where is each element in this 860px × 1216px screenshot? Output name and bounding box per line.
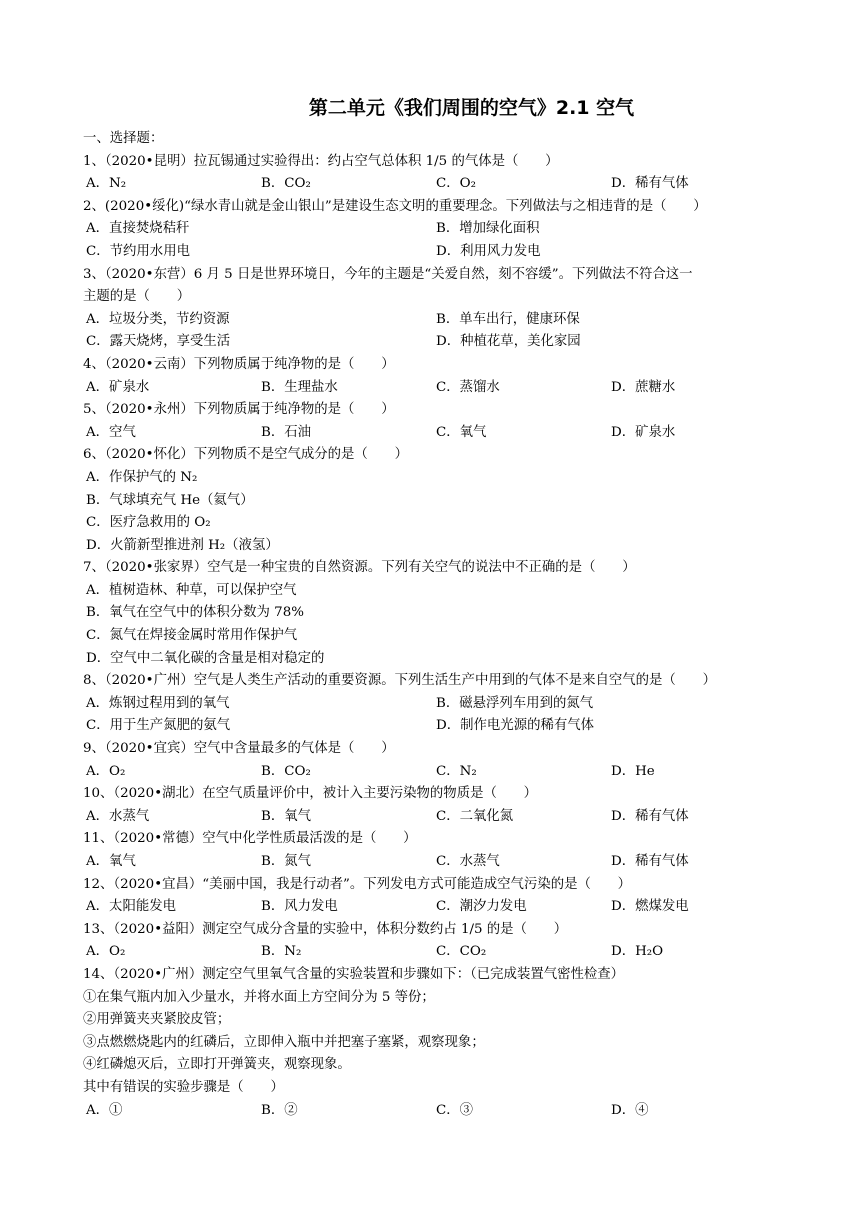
question-14-options [83,1100,783,1123]
question-13-options [83,941,783,964]
option-c[interactable]: C．氮气在焊接金属时常用作保护气 [86,628,298,644]
worksheet [83,88,783,1122]
option-c[interactable]: C．蒸馏水 [436,379,500,395]
option-b[interactable]: B．② [261,1102,298,1118]
option-a[interactable]: A．炼钢过程用到的氧气 [86,695,230,711]
question-14-ask: 其中有错误的实验步骤是（ ） [83,1079,284,1095]
option-d[interactable]: D．矿泉水 [611,424,676,440]
option-b[interactable]: B．单车出行，健康环保 [436,311,580,327]
question-14-stem: 14、（2020•广州）测定空气里氧气含量的实验装置和步骤如下：（已完成装置气密性检查） [83,966,625,982]
question-11-stem: 11、（2020•常德）空气中化学性质最活泼的是（ ） [83,831,417,847]
option-d[interactable]: D．制作电光源的稀有气体 [436,718,595,734]
option-a[interactable]: A．氧气 [86,854,136,869]
option-a[interactable]: A．垃圾分类，节约资源 [86,311,230,327]
option-b[interactable]: B．氧气 [261,808,312,824]
question-14-step-1: ①在集气瓶内加入少量水，并将水面上方空间分为 5 等份； [83,989,435,1005]
option-d[interactable]: D．④ [611,1102,649,1118]
option-d[interactable]: D．蔗糖水 [611,379,676,395]
question-9-stem: 9、（2020•宜宾）空气中含量最多的气体是（ ） [83,741,395,757]
option-c[interactable]: C．氧气 [436,424,487,440]
question-8-options-row1 [83,693,783,716]
question-2-stem: 2、(2020•绥化)“绿水青山就是金山银山”是建设生态文明的重要理念。下列做法与之相违背的是（ ） [83,198,707,214]
option-a[interactable]: A．作保护气的 N₂ [86,469,198,485]
option-c[interactable]: C．水蒸气 [436,854,500,869]
option-b[interactable]: B．N₂ [261,944,302,960]
option-b[interactable]: B．石油 [261,424,312,440]
option-b[interactable]: B．氧气在空气中的体积分数为 78% [86,605,304,621]
option-c[interactable]: C．O₂ [436,176,476,192]
question-3-stem: 3、（2020•东营）6 月 5 日是世界环境日，今年的主题是“关爱自然，刻不容缓”。下列做法不符合这一 [83,266,693,282]
option-a[interactable]: A．水蒸气 [86,808,150,824]
option-b[interactable]: B．风力发电 [261,899,338,915]
option-d[interactable]: D．稀有气体 [611,176,689,192]
question-12-stem: 12、（2020•宜昌）“美丽中国，我是行动者”。下列发电方式可能造成空气污染的是（ ） [83,876,632,892]
option-d[interactable]: D．H₂O [611,944,664,960]
question-14-step-4: ④红磷熄灭后，立即打开弹簧夹，观察现象。 [83,1057,351,1073]
option-d[interactable]: D．利用风力发电 [436,243,541,259]
option-a[interactable]: A．N₂ [86,176,127,192]
question-14-step-3: ③点燃燃烧匙内的红磷后，立即伸入瓶中并把塞子塞紧，观察现象； [83,1034,485,1050]
option-a[interactable]: A．矿泉水 [86,379,150,395]
question-12-options [83,896,783,919]
option-d[interactable]: D．He [611,763,655,779]
option-b[interactable]: B．氮气 [261,854,312,869]
question-11-options [83,851,783,874]
question-9-options [83,761,783,784]
option-d[interactable]: D．空气中二氧化碳的含量是相对稳定的 [86,650,325,666]
question-1-options [83,173,783,196]
option-d[interactable]: D．稀有气体 [611,808,689,824]
option-a[interactable]: A．空气 [86,424,136,440]
option-a[interactable]: A．O₂ [86,944,126,960]
option-a[interactable]: A．直接焚烧秸秆 [86,221,190,237]
question-6-stem: 6、（2020•怀化）下列物质不是空气成分的是（ ） [83,447,408,463]
option-b[interactable]: B．CO₂ [261,763,311,779]
question-7-stem: 7、（2020•张家界）空气是一种宝贵的自然资源。下列有关空气的说法中不正确的是（ ） [83,560,636,576]
question-4-options [83,377,783,400]
option-d[interactable]: D．稀有气体 [611,854,689,869]
question-10-options [83,806,783,829]
section-heading: 一、选择题： [83,131,164,146]
question-3-options-row1 [83,309,783,332]
question-5-options [83,422,783,445]
option-d[interactable]: D．种植花草，美化家园 [436,334,581,350]
option-c[interactable]: C．CO₂ [436,944,487,960]
page-title: 第二单元《我们周围的空气》2.1 空气 [308,97,635,119]
option-b[interactable]: B．气球填充气 He（氦气） [86,492,254,508]
option-a[interactable]: A．植树造林、种草，可以保护空气 [86,582,297,598]
option-b[interactable]: B．CO₂ [261,176,311,192]
question-2-options-row2 [83,241,783,264]
question-2-options-row1 [83,218,783,241]
option-b[interactable]: B．磁悬浮列车用到的氮气 [436,695,594,711]
option-c[interactable]: C．医疗急救用的 O₂ [86,515,211,531]
option-a[interactable]: A．O₂ [86,763,126,779]
option-a[interactable]: A．太阳能发电 [86,899,177,915]
question-8-options-row2 [83,715,783,738]
question-3-options-row2 [83,331,783,354]
option-c[interactable]: C．二氧化氮 [436,808,514,824]
option-b[interactable]: B．增加绿化面积 [436,221,540,237]
option-c[interactable]: C．N₂ [436,763,477,779]
option-c[interactable]: C．③ [436,1102,474,1118]
question-4-stem: 4、（2020•云南）下列物质属于纯净物的是（ ） [83,356,395,372]
question-8-stem: 8、（2020•广州）空气是人类生产活动的重要资源。下列生活生产中用到的气体不是来自空气的是（ ） [83,673,716,689]
option-c[interactable]: C．用于生产氮肥的氨气 [86,718,231,734]
question-10-stem: 10、（2020•湖北）在空气质量评价中，被计入主要污染物的物质是（ ） [83,786,538,802]
option-a[interactable]: A．① [86,1102,123,1118]
option-b[interactable]: B．生理盐水 [261,379,338,395]
question-13-stem: 13、（2020•益阳）测定空气成分含量的实验中，体积分数约占 1/5 的是（ ） [83,921,568,937]
question-5-stem: 5、（2020•永州）下列物质属于纯净物的是（ ） [83,402,395,418]
option-c[interactable]: C．露天烧烤，享受生活 [86,334,231,350]
option-d[interactable]: D．火箭新型推进剂 H₂（液氢） [86,537,279,553]
question-1-stem: 1、（2020•昆明）拉瓦锡通过实验得出：约占空气总体积 1/5 的气体是（ ） [83,153,559,169]
option-c[interactable]: C．潮汐力发电 [436,899,527,915]
question-14-step-2: ②用弹簧夹夹紧胶皮管； [83,1012,231,1028]
option-d[interactable]: D．燃煤发电 [611,899,689,915]
question-3-stem-cont: 主题的是（ ） [83,289,191,305]
option-c[interactable]: C．节约用水用电 [86,243,190,259]
